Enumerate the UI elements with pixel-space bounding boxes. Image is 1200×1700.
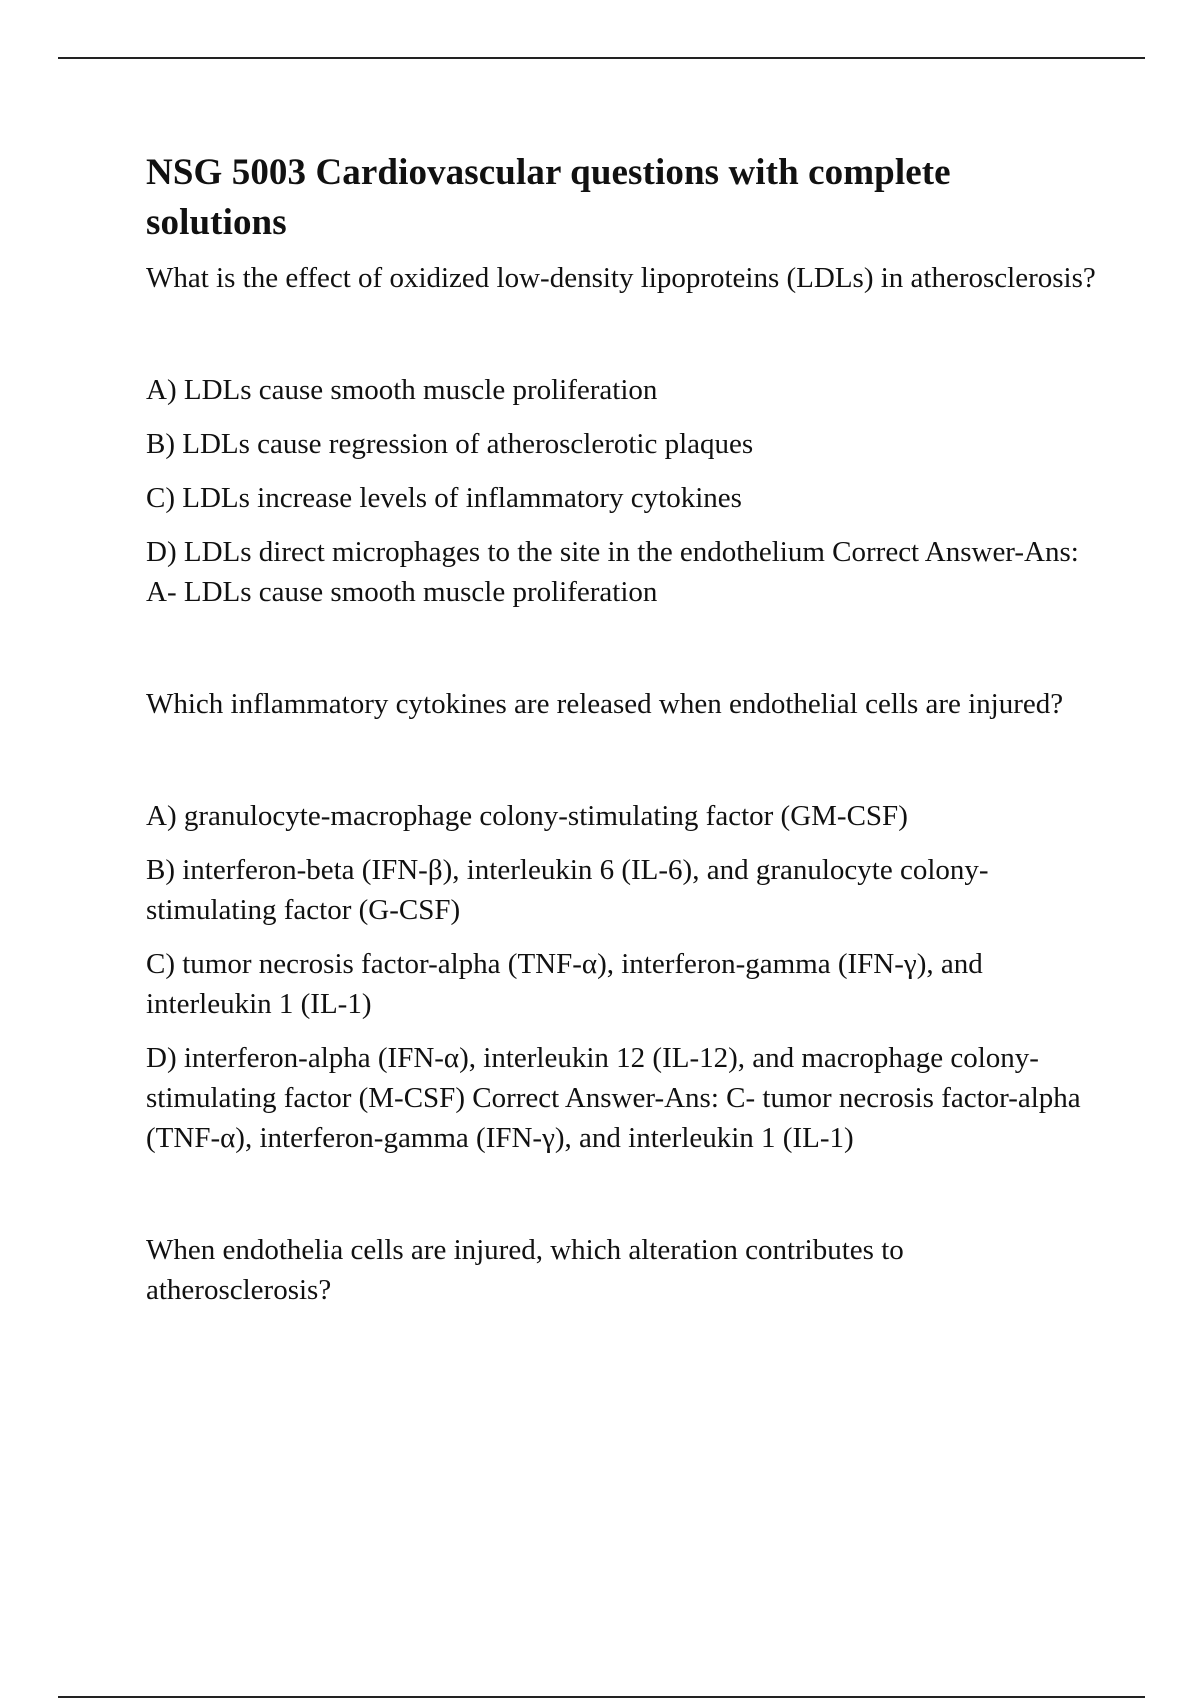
- bottom-divider: [58, 1696, 1145, 1698]
- question-2-option-b: B) interferon-beta (IFN-β), interleukin 6 (IL-6), and granulocyte colony-stimulating factor (G-CSF): [146, 854, 989, 926]
- question-2-option-d-answer: D) interferon-alpha (IFN-α), interleukin 12 (IL-12), and macrophage colony-stimulating factor (M-CSF) Correct Answer-Ans: C- tumor necrosis factor-alpha (TNF-α), interferon-gamma (IFN-γ), and interleukin 1 (IL-1): [146, 1042, 1081, 1154]
- question-1-option-b: B) LDLs cause regression of atherosclerotic plaques: [146, 428, 754, 460]
- top-divider: [58, 57, 1145, 59]
- question-1-option-a: A) LDLs cause smooth muscle proliferation: [146, 374, 658, 406]
- question-2-option-a: A) granulocyte-macrophage colony-stimulating factor (GM-CSF): [146, 800, 908, 832]
- question-1-prompt: What is the effect of oxidized low-density lipoproteins (LDLs) in atherosclerosis?: [146, 262, 1096, 294]
- document-body: [146, 148, 1096, 1310]
- question-3-prompt: When endothelia cells are injured, which alteration contributes to atherosclerosis?: [146, 1234, 904, 1306]
- question-1-option-c: C) LDLs increase levels of inflammatory cytokines: [146, 482, 742, 514]
- question-2-prompt: Which inflammatory cytokines are released when endothelial cells are injured?: [146, 688, 1064, 720]
- question-2-option-c: C) tumor necrosis factor-alpha (TNF-α), interferon-gamma (IFN-γ), and interleukin 1 (IL-1): [146, 948, 983, 1020]
- document-title: NSG 5003 Cardiovascular questions with complete solutions: [146, 152, 951, 243]
- question-1-option-d-answer: D) LDLs direct microphages to the site in the endothelium Correct Answer-Ans: A- LDLs cause smooth muscle proliferation: [146, 536, 1079, 608]
